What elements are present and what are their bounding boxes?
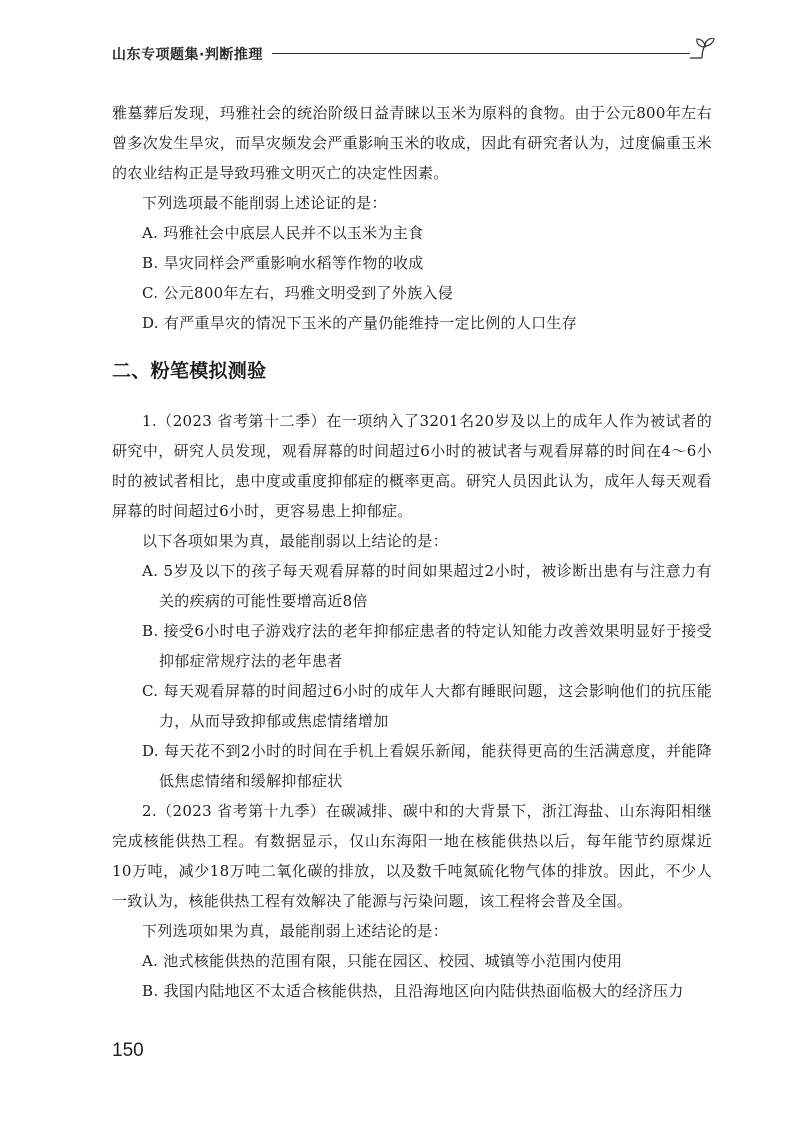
running-header-title: 山东专项题集·判断推理 <box>112 47 263 63</box>
intro-option-d: D. 有严重旱灾的情况下玉米的产量仍能维持一定比例的人口生存 <box>142 314 578 332</box>
sprout-icon <box>686 38 726 66</box>
section-heading: 二、粉笔模拟测验 <box>112 360 267 382</box>
intro-paragraph: 雅墓葬后发现，玛雅社会的统治阶级日益青睐以玉米为原料的食物。由于公元800年左右曾多次发生旱灾，而旱灾频发会严重影响玉米的收成，因此有研究者认为，过度偏重玉米的农业结构正是导致玛雅文明灭亡的决定性因素。 <box>112 104 712 182</box>
q1-paragraph: 1.（2023 省考第十二季）在一项纳入了3201名20岁及以上的成年人作为被试者的研究中，研究人员发现，观看屏幕的时间超过6小时的被试者与观看屏幕的时间在4～6小时的被试者相比，患中度或重度抑郁症的概率更高。研究人员因此认为，成年人每天观看屏幕的时间超过6小时，更容易患上抑郁症。 <box>112 412 712 520</box>
intro-option-b: B. 旱灾同样会严重影响水稻等作物的收成 <box>142 254 424 272</box>
q1-option-c: C. 每天观看屏幕的时间超过6小时的成年人大都有睡眠问题，这会影响他们的抗压能力，从而导致抑郁或焦虑情绪增加 <box>142 682 712 730</box>
intro-option-c: C. 公元800年左右，玛雅文明受到了外族入侵 <box>142 284 454 302</box>
running-header <box>112 38 722 68</box>
q1-option-a: A. 5岁及以下的孩子每天观看屏幕的时间如果超过2小时，被诊断出患有与注意力有关的疾病的可能性要增高近8倍 <box>142 562 712 610</box>
q2-question: 下列选项如果为真，最能削弱上述结论的是： <box>142 922 449 940</box>
q1-option-b: B. 接受6小时电子游戏疗法的老年抑郁症患者的特定认知能力改善效果明显好于接受抑郁症常规疗法的老年患者 <box>142 622 712 670</box>
q2-option-a: A. 池式核能供热的范围有限，只能在园区、校园、城镇等小范围内使用 <box>142 952 623 970</box>
q1-option-d: D. 每天花不到2小时的时间在手机上看娱乐新闻，能获得更高的生活满意度，并能降低焦虑情绪和缓解抑郁症状 <box>142 742 712 790</box>
header-rule <box>272 53 690 54</box>
intro-question: 下列选项最不能削弱上述论证的是： <box>142 194 387 212</box>
q2-paragraph: 2.（2023 省考第十九季）在碳减排、碳中和的大背景下，浙江海盐、山东海阳相继完成核能供热工程。有数据显示，仅山东海阳一地在核能供热以后，每年能节约原煤近10万吨，减少18万吨二氧化碳的排放，以及数千吨氮硫化物气体的排放。因此，不少人一致认为，核能供热工程有效解决了能源与污染问题，该工程将会普及全国。 <box>112 802 712 910</box>
page-content <box>112 98 712 1006</box>
q2-option-b: B. 我国内陆地区不太适合核能供热，且沿海地区向内陆供热面临极大的经济压力 <box>142 982 684 1000</box>
intro-option-a: A. 玛雅社会中底层人民并不以玉米为主食 <box>142 224 424 242</box>
page-number: 150 <box>112 1040 144 1061</box>
q1-question: 以下各项如果为真，最能削弱以上结论的是： <box>142 532 449 550</box>
